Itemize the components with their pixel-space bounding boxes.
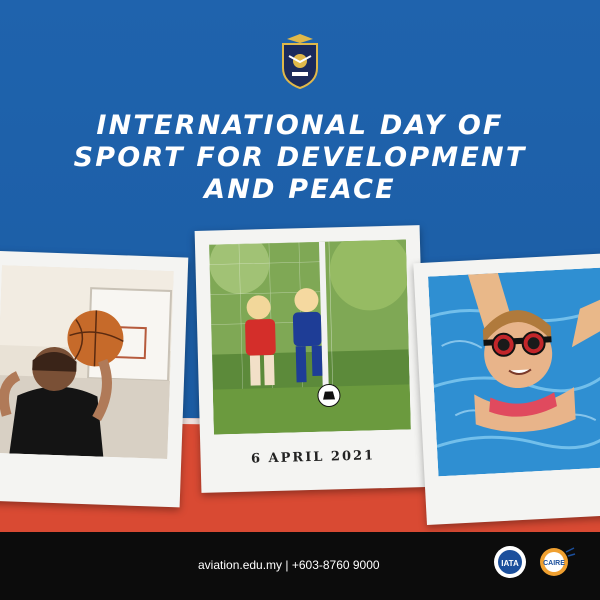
- caire-logo-text: CAIRE: [543, 560, 565, 567]
- title-line-3: AND PEACE: [204, 174, 396, 205]
- title-line-1: INTERNATIONAL DAY OF: [96, 110, 504, 141]
- polaroid-soccer: [195, 225, 427, 493]
- swimming-photo: [428, 267, 600, 476]
- iata-logo-icon: [493, 545, 527, 579]
- footer-contact[interactable]: aviation.edu.my | +603-8760 9000: [198, 558, 380, 572]
- polaroid-basketball: [0, 251, 188, 508]
- caire-logo-icon: [536, 546, 576, 578]
- title-line-2: SPORT FOR DEVELOPMENT: [73, 142, 527, 173]
- polaroid-swimming: [413, 253, 600, 525]
- soccer-photo: [209, 239, 411, 434]
- iata-logo-text: IATA: [501, 559, 519, 568]
- date-caption: 6 APRIL 2021: [250, 448, 376, 467]
- basketball-photo: [0, 265, 174, 459]
- event-title: [40, 110, 560, 206]
- academy-crest-icon: [279, 32, 321, 90]
